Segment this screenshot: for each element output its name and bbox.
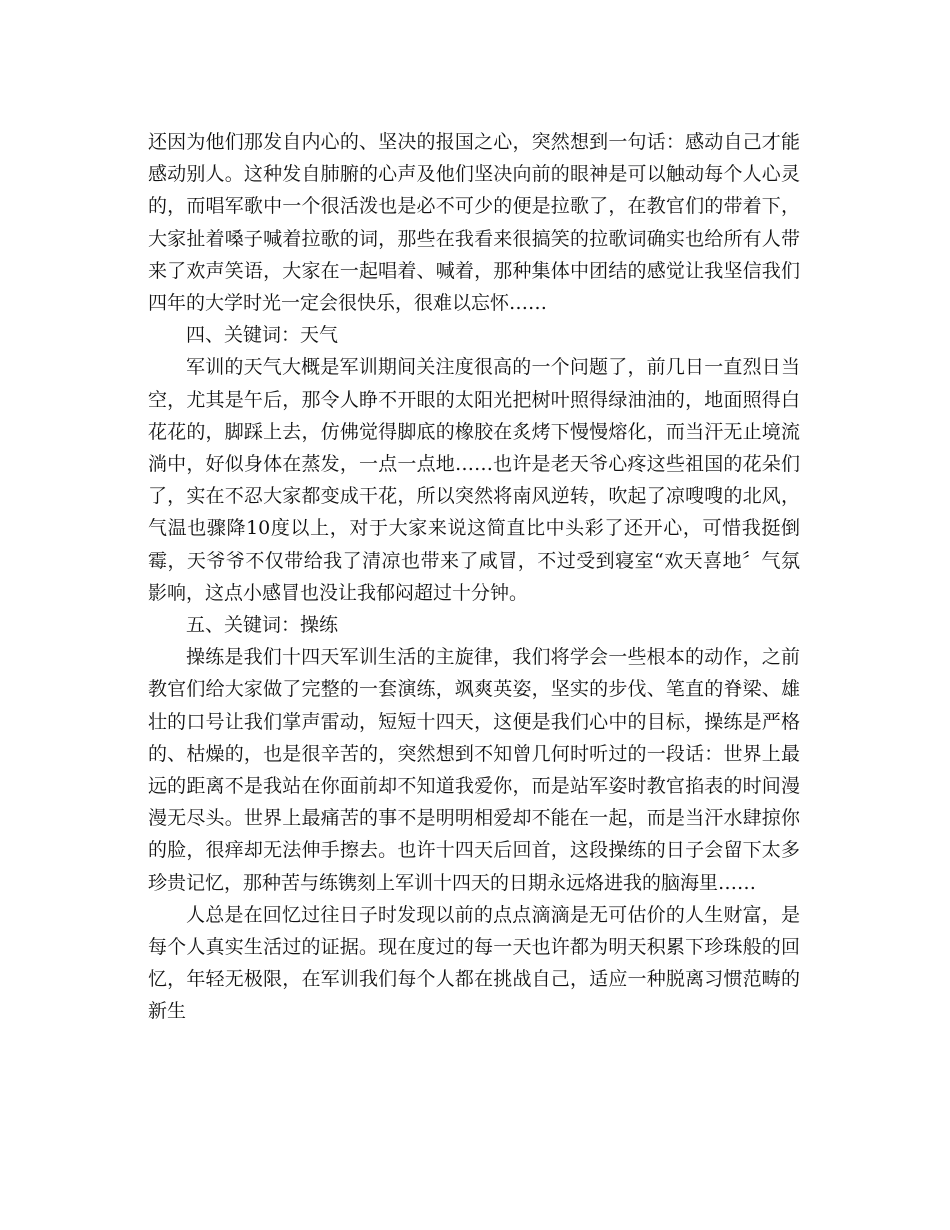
- document-body: [148, 126, 800, 1028]
- paragraph-drill: 操练是我们十四天军训生活的主旋律，我们将学会一些根本的动作，之前教官们给大家做了完整的一套演练，飒爽英姿，坚实的步伐、笔直的脊梁、雄壮的口号让我们掌声雷动，短短十四天，这便是我们心中的目标，操练是严格的、枯燥的，也是很辛苦的，突然想到不知曾几何时听过的一段话：世界上最远的距离不是我站在你面前却不知道我爱你，而是站军姿时教官掐表的时间漫漫无尽头。世界上最痛苦的事不是明明相爱却不能在一起，而是当汗水肆掠你的脸，很痒却无法伸手擦去。也许十四天后回首，这段操练的日子会留下太多珍贵记忆，那种苦与练镌刻上军训十四天的日期永远烙进我的脑海里……: [148, 646, 800, 894]
- paragraph-reflection: 人总是在回忆过往日子时发现以前的点点滴滴是无可估价的人生财富，是每个人真实生活过的证据。现在度过的每一天也许都为明天积累下珍珠般的回忆，年轻无极限，在军训我们每个人都在挑战自己，适应一种脱离习惯范畴的新生: [148, 903, 800, 1023]
- section-heading-drill: 五、关键词：操练: [186, 614, 339, 637]
- section-heading-weather: 四、关键词：天气: [186, 324, 339, 347]
- paragraph-continuation: 还因为他们那发自内心的、坚决的报国之心，突然想到一句话：感动自己才能感动别人。这种发自肺腑的心声及他们坚决向前的眼神是可以触动每个人心灵的，而唱军歌中一个很活泼也是必不可少的便是拉歌了，在教官们的带着下，大家扯着嗓子喊着拉歌的词，那些在我看来很搞笑的拉歌词确实也给所有人带来了欢声笑语，大家在一起唱着、喊着，那种集体中团结的感觉让我坚信我们四年的大学时光一定会很快乐，很难以忘怀……: [148, 131, 800, 315]
- paragraph-weather: 军训的天气大概是军训期间关注度很高的一个问题了，前几日一直烈日当空，尤其是午后，那令人睁不开眼的太阳光把树叶照得绿油油的，地面照得白花花的，脚踩上去，仿佛觉得脚底的橡胶在炙烤下慢慢熔化，而当汗无止境流淌中，好似身体在蒸发，一点一点地……也许是老天爷心疼这些祖国的花朵们了，实在不忍大家都变成干花，所以突然将南风逆转，吹起了凉嗖嗖的北风，气温也骤降10度以上，对于大家来说这简直比中头彩了还开心，可惜我挺倒霉，天爷爷不仅带给我了清凉也带来了咸冒，不过受到寝室“欢天喜地〞气氛影响，这点小感冒也没让我郁闷超过十分钟。: [148, 356, 800, 604]
